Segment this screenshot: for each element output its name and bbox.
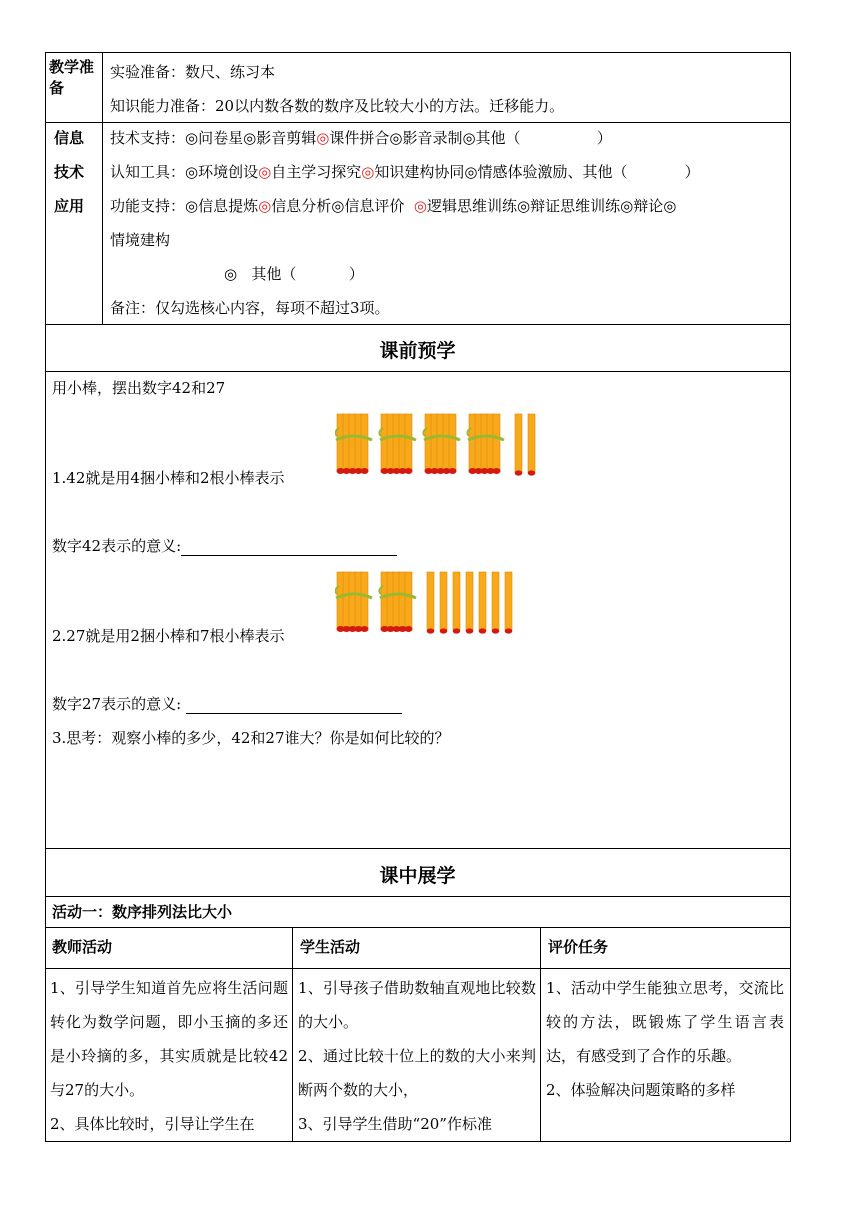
checkbox-icon[interactable]: ◎ bbox=[331, 197, 345, 215]
checkbox-icon[interactable]: ◎ bbox=[516, 197, 531, 215]
sticks-42-illustration bbox=[335, 410, 545, 485]
teacher-activity-cell: 1、引导学生知道首先应将生活问题转化为数学问题，即小玉摘的多还是小玲摘的多，其实质就是比较42与27的大小。 2、具体比较时，引导让学生在 bbox=[50, 979, 288, 1133]
prep-line-1: 实验准备：数尺、练习本 bbox=[110, 63, 276, 81]
stick-bundle bbox=[335, 572, 372, 632]
activity-title: 活动一：数序排列法比大小 bbox=[52, 903, 233, 921]
stick-bundle bbox=[379, 414, 416, 474]
selection-note: 备注：仅勾选核心内容，每项不超过3项。 bbox=[110, 299, 390, 317]
row-divider-preview bbox=[45, 324, 791, 325]
header-teacher-activity: 教师活动 bbox=[52, 938, 113, 956]
checkbox-icon[interactable]: ◎ bbox=[464, 163, 478, 181]
info-label-2: 技术 bbox=[54, 163, 85, 181]
meaning-42-blank[interactable] bbox=[181, 539, 397, 556]
checkbox-icon[interactable]: ◎ bbox=[462, 129, 476, 147]
preview-item-3: 3.思考：观察小棒的多少，42和27谁大？你是如何比较的？ bbox=[52, 729, 450, 747]
single-stick bbox=[528, 414, 536, 476]
func-option-analysis: 信息分析 bbox=[271, 197, 332, 215]
tech-option-survey: 问卷星 bbox=[198, 129, 244, 147]
checkbox-icon[interactable]: ◎ bbox=[663, 197, 677, 215]
checkbox-checked-icon[interactable]: ◎ bbox=[316, 129, 330, 147]
func-option-debate: 辩论 bbox=[633, 197, 664, 215]
checkbox-checked-icon[interactable]: ◎ bbox=[409, 197, 427, 215]
stick-bundle bbox=[423, 414, 460, 474]
checkbox-icon[interactable]: ◎ bbox=[185, 129, 199, 147]
row-divider-inclass bbox=[45, 848, 791, 849]
func-option-scenario: 情境建构 bbox=[110, 231, 171, 249]
tech-support-line bbox=[110, 128, 612, 148]
single-stick bbox=[479, 572, 487, 634]
single-stick bbox=[515, 414, 523, 476]
header-student-activity: 学生活动 bbox=[300, 938, 361, 956]
func-option-evaluation: 信息评价 bbox=[344, 197, 410, 215]
table-top-border bbox=[45, 52, 791, 53]
tech-option-other: 其他（ ） bbox=[475, 129, 612, 147]
evaluation-task-cell: 1、活动中学生能独立思考，交流比较的方法，既锻炼了学生语言表达，有感受到了合作的乐趣。 2、体验解决问题策略的多样 bbox=[546, 979, 784, 1099]
checkbox-checked-icon[interactable]: ◎ bbox=[258, 197, 272, 215]
cognitive-tools-line bbox=[110, 162, 700, 182]
func-option-logic: 逻辑思维训练 bbox=[426, 197, 517, 215]
table-bottom-border bbox=[45, 1141, 791, 1142]
checkbox-checked-icon[interactable]: ◎ bbox=[258, 163, 272, 181]
meaning-42-label: 数字42表示的意义: bbox=[52, 537, 182, 555]
meaning-42-line bbox=[52, 536, 397, 556]
column-divider-2 bbox=[540, 927, 541, 1142]
sticks-27-illustration bbox=[335, 568, 535, 643]
stick-bundle bbox=[467, 414, 504, 474]
preview-intro: 用小棒，摆出数字42和27 bbox=[52, 379, 226, 397]
checkbox-icon[interactable]: ◎ bbox=[185, 197, 199, 215]
row-divider-activity bbox=[45, 896, 791, 897]
checkbox-icon[interactable]: ◎ bbox=[620, 197, 634, 215]
function-support-prefix: 功能支持： bbox=[110, 197, 186, 215]
checkbox-icon[interactable]: ◎ bbox=[185, 163, 199, 181]
preview-section-title: 课前预学 bbox=[379, 340, 456, 362]
cog-option-self-study: 自主学习探究 bbox=[271, 163, 362, 181]
info-label-3: 应用 bbox=[54, 197, 85, 215]
row-divider-preview-body bbox=[45, 371, 791, 372]
checkbox-icon[interactable]: ◎ bbox=[243, 129, 257, 147]
func-option-dialectic: 辩证思维训练 bbox=[530, 197, 621, 215]
prep-line-2: 知识能力准备：20以内数各数的数序及比较大小的方法。迁移能力。 bbox=[110, 97, 565, 115]
table-left-border bbox=[45, 52, 46, 1142]
stick-bundle bbox=[335, 414, 372, 474]
single-stick bbox=[427, 572, 435, 634]
single-stick bbox=[492, 572, 500, 634]
func-option-other: ◎ 其他（ ） bbox=[224, 265, 364, 283]
meaning-27-line bbox=[52, 694, 402, 714]
info-label-1: 信息 bbox=[54, 129, 85, 147]
column-divider-1 bbox=[292, 927, 293, 1142]
single-stick bbox=[440, 572, 448, 634]
table-right-border bbox=[790, 52, 791, 1142]
cognitive-tools-prefix: 认知工具： bbox=[110, 163, 186, 181]
cog-option-environment: 环境创设 bbox=[198, 163, 259, 181]
single-stick bbox=[466, 572, 474, 634]
single-stick bbox=[505, 572, 513, 634]
preview-item-2: 2.27就是用2捆小棒和7根小棒表示 bbox=[52, 627, 285, 645]
meaning-27-blank[interactable] bbox=[186, 697, 402, 714]
function-support-line bbox=[110, 196, 676, 216]
student-activity-cell: 1、引导孩子借助数轴直观地比较数的大小。 2、通过比较十位上的数的大小来判断两个数的大小， 3、引导学生借助“20”作标准 bbox=[298, 979, 536, 1133]
tech-option-recording: 影音录制 bbox=[402, 129, 463, 147]
tech-option-video-edit: 影音剪辑 bbox=[256, 129, 317, 147]
stick-bundle bbox=[379, 572, 416, 632]
row-divider-headers bbox=[45, 927, 791, 928]
prep-label: 教学准备 bbox=[49, 58, 95, 97]
inclass-section-title: 课中展学 bbox=[379, 865, 456, 887]
checkbox-icon[interactable]: ◎ bbox=[389, 129, 403, 147]
meaning-27-label: 数字27表示的意义: bbox=[52, 695, 186, 713]
func-option-extract: 信息提炼 bbox=[198, 197, 259, 215]
row-divider-cells bbox=[45, 968, 791, 969]
row-divider-info bbox=[45, 122, 791, 123]
cog-option-emotion: 情感体验激励、其他（ ） bbox=[477, 163, 700, 181]
cog-option-knowledge: 知识建构协同 bbox=[374, 163, 465, 181]
checkbox-checked-icon[interactable]: ◎ bbox=[361, 163, 375, 181]
preview-item-1: 1.42就是用4捆小棒和2根小棒表示 bbox=[52, 469, 285, 487]
tech-support-prefix: 技术支持： bbox=[110, 129, 186, 147]
label-column-divider bbox=[102, 52, 103, 325]
header-evaluation-task: 评价任务 bbox=[548, 938, 609, 956]
tech-option-courseware: 课件拼合 bbox=[329, 129, 390, 147]
single-stick bbox=[453, 572, 461, 634]
